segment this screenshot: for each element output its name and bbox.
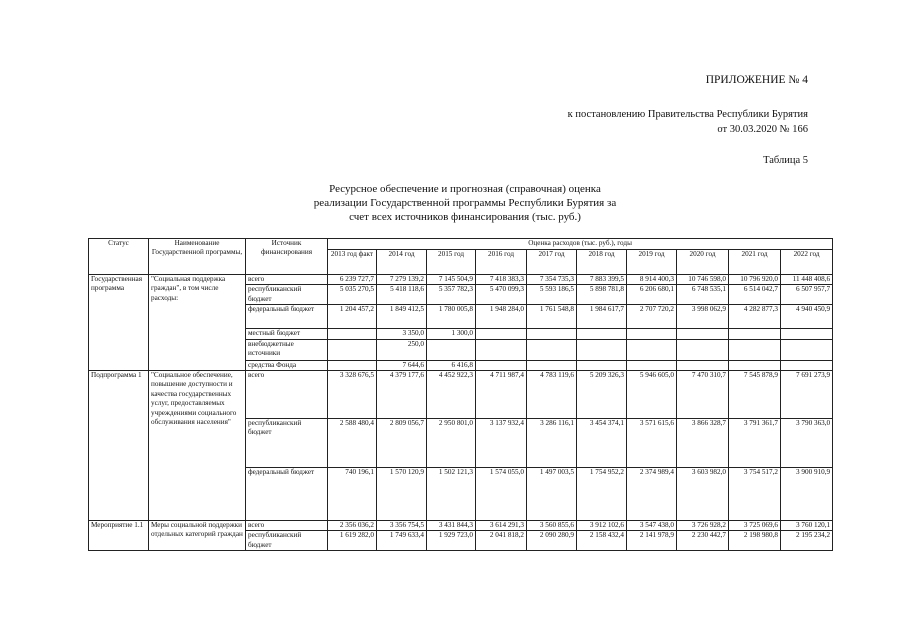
header-estimate: Оценка расходов (тыс. руб.), годы: [328, 239, 833, 250]
value-cell: [729, 329, 781, 339]
value-cell: 4 282 877,3: [729, 305, 781, 329]
value-cell: 7 883 399,5: [577, 275, 627, 285]
row-source: федеральный бюджет: [246, 468, 328, 521]
value-cell: 3 547 438,0: [627, 521, 677, 531]
value-cell: [476, 360, 527, 370]
row-source: внебюджетные источники: [246, 339, 328, 360]
value-cell: 1 619 282,0: [328, 531, 377, 551]
value-cell: 11 448 408,6: [781, 275, 833, 285]
row-status: Подпрограмма 1: [89, 371, 149, 521]
value-cell: 3 454 374,1: [577, 419, 627, 468]
value-cell: 3 350,0: [377, 329, 427, 339]
row-name: "Социальное обеспечение, повышение доступности и качества государственных услуг, предоставляемых учреждениями социального обслуживания населения": [149, 371, 246, 521]
year-header: 2019 год: [627, 250, 677, 275]
header-source: Источник финансирования: [246, 239, 328, 275]
value-cell: 7 470 310,7: [677, 371, 729, 419]
row-source: федеральный бюджет: [246, 305, 328, 329]
row-source: республиканский бюджет: [246, 285, 328, 305]
value-cell: [328, 329, 377, 339]
value-cell: 3 328 676,5: [328, 371, 377, 419]
title-line-2: реализации Государственной программы Республики Бурятия за: [313, 197, 617, 209]
value-cell: 3 286 116,1: [527, 419, 577, 468]
table-row: [89, 521, 833, 531]
value-cell: 7 354 735,3: [527, 275, 577, 285]
row-source: всего: [246, 371, 328, 419]
value-cell: 1 204 457,2: [328, 305, 377, 329]
value-cell: 3 726 928,2: [677, 521, 729, 531]
value-cell: [328, 339, 377, 360]
value-cell: 4 452 922,3: [427, 371, 476, 419]
value-cell: 3 614 291,3: [476, 521, 527, 531]
value-cell: 7 545 878,9: [729, 371, 781, 419]
table-number: Таблица 5: [763, 155, 808, 166]
value-cell: 2 090 280,9: [527, 531, 577, 551]
value-cell: 5 418 118,6: [377, 285, 427, 305]
value-cell: 7 145 504,9: [427, 275, 476, 285]
value-cell: 3 603 982,0: [677, 468, 729, 521]
year-header: 2014 год: [377, 250, 427, 275]
value-cell: 2 588 480,4: [328, 419, 377, 468]
value-cell: 5 946 605,0: [627, 371, 677, 419]
value-cell: 2 141 978,9: [627, 531, 677, 551]
value-cell: 6 748 535,1: [677, 285, 729, 305]
value-cell: 1 948 284,0: [476, 305, 527, 329]
year-header: 2013 год факт: [328, 250, 377, 275]
appendix-label: ПРИЛОЖЕНИЕ № 4: [705, 74, 808, 86]
value-cell: 3 791 361,7: [729, 419, 781, 468]
year-header: 2022 год: [781, 250, 833, 275]
value-cell: 3 725 069,6: [729, 521, 781, 531]
title-line-3: счет всех источников финансирования (тыс. руб.): [349, 211, 581, 223]
value-cell: 5 357 782,3: [427, 285, 476, 305]
value-cell: [527, 329, 577, 339]
value-cell: [677, 329, 729, 339]
row-name: "Социальная поддержка граждан", в том числе расходы:: [149, 275, 246, 371]
resolution-date: от 30.03.2020 № 166: [717, 124, 808, 135]
value-cell: 1 754 952,2: [577, 468, 627, 521]
value-cell: [577, 360, 627, 370]
value-cell: 6 206 680,1: [627, 285, 677, 305]
value-cell: [577, 339, 627, 360]
row-status: Государственная программа: [89, 275, 149, 371]
value-cell: 7 644,6: [377, 360, 427, 370]
value-cell: 1 929 723,0: [427, 531, 476, 551]
value-cell: [729, 360, 781, 370]
value-cell: 6 514 042,7: [729, 285, 781, 305]
value-cell: 3 560 855,6: [527, 521, 577, 531]
value-cell: 1 502 121,3: [427, 468, 476, 521]
value-cell: 2 158 432,4: [577, 531, 627, 551]
value-cell: 4 379 177,6: [377, 371, 427, 419]
value-cell: 5 593 186,5: [527, 285, 577, 305]
resource-table: [88, 238, 833, 551]
value-cell: [476, 329, 527, 339]
value-cell: 2 950 801,0: [427, 419, 476, 468]
header-status: Статус: [89, 239, 149, 275]
value-cell: 2 041 818,2: [476, 531, 527, 551]
value-cell: 3 356 754,5: [377, 521, 427, 531]
title-line-1: Ресурсное обеспечение и прогнозная (справочная) оценка: [329, 183, 601, 195]
row-source: республиканский бюджет: [246, 419, 328, 468]
value-cell: [627, 360, 677, 370]
value-cell: 2 707 720,2: [627, 305, 677, 329]
year-header: 2016 год: [476, 250, 527, 275]
value-cell: 1 749 633,4: [377, 531, 427, 551]
row-source: всего: [246, 275, 328, 285]
value-cell: 1 761 548,8: [527, 305, 577, 329]
year-header: 2015 год: [427, 250, 476, 275]
value-cell: 6 239 727,7: [328, 275, 377, 285]
value-cell: 740 196,1: [328, 468, 377, 521]
value-cell: 2 195 234,2: [781, 531, 833, 551]
header-name: Наименование Государственной программы,: [149, 239, 246, 275]
row-status: Мероприятие 1.1: [89, 521, 149, 551]
value-cell: [427, 339, 476, 360]
value-cell: 2 356 036,2: [328, 521, 377, 531]
value-cell: 7 279 139,2: [377, 275, 427, 285]
value-cell: 6 507 957,7: [781, 285, 833, 305]
year-header: 2020 год: [677, 250, 729, 275]
table-row: [89, 275, 833, 285]
value-cell: 3 137 932,4: [476, 419, 527, 468]
value-cell: [781, 360, 833, 370]
value-cell: 5 470 099,3: [476, 285, 527, 305]
value-cell: 2 809 056,7: [377, 419, 427, 468]
value-cell: 1 984 617,7: [577, 305, 627, 329]
value-cell: 2 230 442,7: [677, 531, 729, 551]
value-cell: 5 035 270,5: [328, 285, 377, 305]
table-row: [89, 371, 833, 419]
value-cell: 1 497 003,5: [527, 468, 577, 521]
value-cell: [627, 339, 677, 360]
value-cell: 1 300,0: [427, 329, 476, 339]
value-cell: 10 796 920,0: [729, 275, 781, 285]
value-cell: 1 849 412,5: [377, 305, 427, 329]
value-cell: [677, 360, 729, 370]
value-cell: 5 209 326,3: [577, 371, 627, 419]
value-cell: [677, 339, 729, 360]
year-header: 2018 год: [577, 250, 627, 275]
value-cell: [328, 360, 377, 370]
document-title: [250, 182, 680, 224]
value-cell: 3 790 363,0: [781, 419, 833, 468]
value-cell: [781, 329, 833, 339]
row-source: местный бюджет: [246, 329, 328, 339]
value-cell: 250,0: [377, 339, 427, 360]
value-cell: 1 570 120,9: [377, 468, 427, 521]
value-cell: 1 780 005,8: [427, 305, 476, 329]
year-header: 2017 год: [527, 250, 577, 275]
value-cell: 1 574 055,0: [476, 468, 527, 521]
value-cell: 4 940 450,9: [781, 305, 833, 329]
value-cell: 7 418 383,3: [476, 275, 527, 285]
value-cell: 3 998 062,9: [677, 305, 729, 329]
value-cell: [627, 329, 677, 339]
value-cell: 6 416,8: [427, 360, 476, 370]
resolution-line-1: к постановлению Правительства Республики Бурятия: [567, 109, 808, 120]
value-cell: 4 783 119,6: [527, 371, 577, 419]
value-cell: [527, 360, 577, 370]
row-name: Меры социальной поддержки отдельных категорий граждан: [149, 521, 246, 551]
row-source: средства Фонда: [246, 360, 328, 370]
value-cell: 3 866 328,7: [677, 419, 729, 468]
value-cell: 10 746 598,0: [677, 275, 729, 285]
value-cell: 3 760 120,1: [781, 521, 833, 531]
value-cell: 2 198 980,8: [729, 531, 781, 551]
value-cell: [729, 339, 781, 360]
value-cell: [577, 329, 627, 339]
year-header: 2021 год: [729, 250, 781, 275]
value-cell: [476, 339, 527, 360]
value-cell: 7 691 273,9: [781, 371, 833, 419]
row-source: республиканский бюджет: [246, 531, 328, 551]
value-cell: [527, 339, 577, 360]
value-cell: 3 754 517,2: [729, 468, 781, 521]
value-cell: 3 571 615,6: [627, 419, 677, 468]
value-cell: 3 900 910,9: [781, 468, 833, 521]
value-cell: 4 711 987,4: [476, 371, 527, 419]
table-body: [89, 275, 833, 551]
value-cell: 3 431 844,3: [427, 521, 476, 531]
value-cell: [781, 339, 833, 360]
value-cell: 3 912 102,6: [577, 521, 627, 531]
value-cell: 8 914 400,3: [627, 275, 677, 285]
row-source: всего: [246, 521, 328, 531]
value-cell: 2 374 989,4: [627, 468, 677, 521]
value-cell: 5 898 781,8: [577, 285, 627, 305]
